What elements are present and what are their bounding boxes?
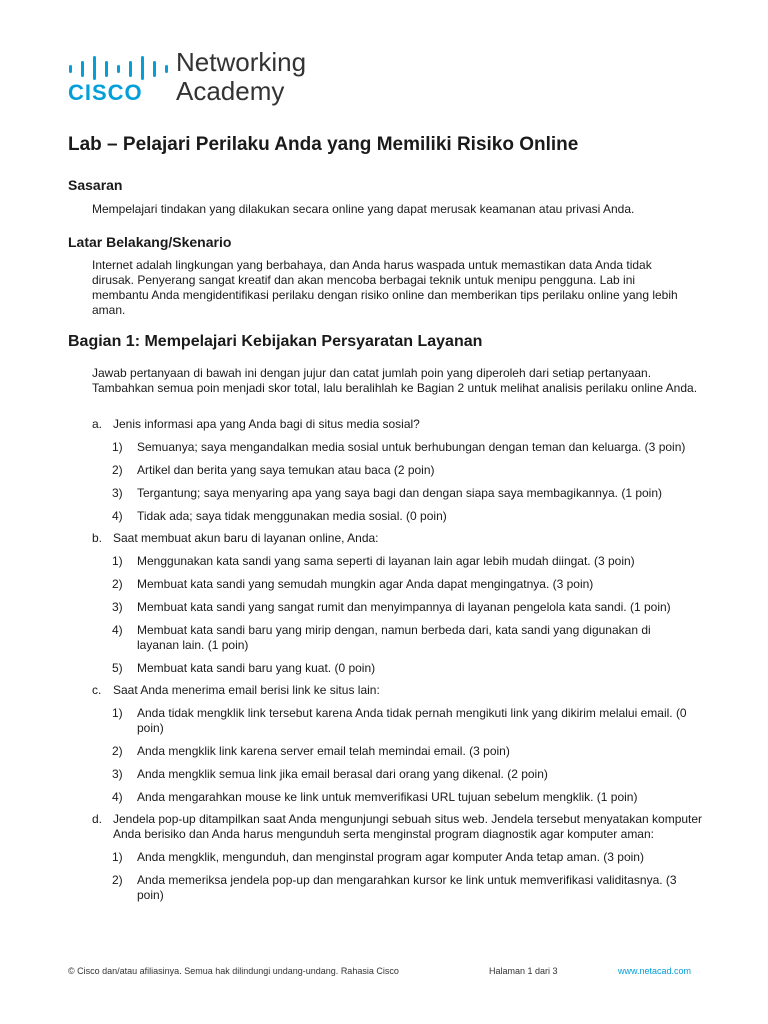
option-text: Membuat kata sandi yang semudah mungkin agar Anda dapat mengingatnya. (3 poin) xyxy=(137,577,594,591)
option-text: Anda memeriksa jendela pop-up dan mengarahkan kursor ke link untuk memverifikasi validitasnya. (3 poin) xyxy=(137,873,677,902)
option-item: 1) Anda tidak mengklik link tersebut karena Anda tidak pernah mengikuti link yang dikirim melalui email. (0 poin) xyxy=(112,706,687,735)
option-item: 3) Tergantung; saya menyaring apa yang saya bagi dan dengan siapa saya membagikannya. (1 poin) xyxy=(112,486,663,500)
option-item: 3) Anda mengklik semua link jika email berasal dari orang yang dikenal. (2 poin) xyxy=(112,767,548,781)
option-text: Membuat kata sandi baru yang kuat. (0 poin) xyxy=(137,661,376,675)
question-a: a. Jenis informasi apa yang Anda bagi di situs media sosial? xyxy=(92,417,420,431)
footer-page-number: Halaman 1 dari 3 xyxy=(489,966,558,976)
option-item: 2) Anda mengklik link karena server email telah memindai email. (3 poin) xyxy=(112,744,510,758)
option-item: 2) Artikel dan berita yang saya temukan atau baca (2 poin) xyxy=(112,463,435,477)
option-text: Membuat kata sandi baru yang mirip dengan, namun berbeda dari, kata sandi yang digunakan di layanan lain. (1 poin) xyxy=(137,623,651,652)
question-text: Jendela pop-up ditampilkan saat Anda mengunjungi sebuah situs web. Jendela tersebut menyatakan komputer Anda berisiko dan Anda harus mengunduh serta menginstal program diagnostik agar komputer aman: xyxy=(113,812,703,841)
objective-heading: Sasaran xyxy=(68,177,123,193)
option-item: 4) Membuat kata sandi baru yang mirip dengan, namun berbeda dari, kata sandi yang digunakan di layanan lain. (1 poin) xyxy=(112,623,651,652)
question-text: Saat membuat akun baru di layanan online, Anda: xyxy=(113,531,379,545)
objective-text: Mempelajari tindakan yang dilakukan secara online yang dapat merusak keamanan atau privasi Anda. xyxy=(92,202,635,216)
part1-intro: Jawab pertanyaan di bawah ini dengan jujur dan catat jumlah poin yang diperoleh dari setiap pertanyaan. Tambahkan semua poin menjadi skor total, lalu beralihlah ke Bagian 2 untuk melihat analisis perilaku online Anda. xyxy=(92,366,698,395)
option-item: 4) Tidak ada; saya tidak menggunakan media sosial. (0 poin) xyxy=(112,509,447,523)
option-text: Artikel dan berita yang saya temukan atau baca (2 poin) xyxy=(137,463,435,477)
option-text: Anda mengklik link karena server email telah memindai email. (3 poin) xyxy=(137,744,510,758)
option-text: Anda tidak mengklik link tersebut karena Anda tidak pernah mengikuti link yang dikirim melalui email. (0 poin) xyxy=(137,706,687,735)
cisco-wordmark: CISCO xyxy=(68,80,143,105)
page-title: Lab – Pelajari Perilaku Anda yang Memiliki Risiko Online xyxy=(68,134,579,155)
background-heading: Latar Belakang/Skenario xyxy=(68,234,232,250)
option-text: Anda mengklik, mengunduh, dan menginstal program agar komputer Anda tetap aman. (3 poin) xyxy=(137,850,644,864)
question-c: c. Saat Anda menerima email berisi link ke situs lain: xyxy=(92,683,380,697)
question-d: d. Jendela pop-up ditampilkan saat Anda mengunjungi sebuah situs web. Jendela tersebut menyatakan komputer Anda berisiko dan Anda harus mengunduh serta menginstal program diagnostik agar komputer aman: xyxy=(92,812,703,841)
option-text: Anda mengklik semua link jika email berasal dari orang yang dikenal. (2 poin) xyxy=(137,767,548,781)
footer-link[interactable]: www.netacad.com xyxy=(618,966,692,976)
brand-name xyxy=(176,48,306,106)
option-item: 3) Membuat kata sandi yang sangat rumit dan menyimpannya di layanan pengelola kata sandi. (1 poin) xyxy=(112,600,671,614)
question-text: Jenis informasi apa yang Anda bagi di situs media sosial? xyxy=(113,417,420,431)
option-text: Tidak ada; saya tidak menggunakan media sosial. (0 poin) xyxy=(137,509,447,523)
option-item: 5) Membuat kata sandi baru yang kuat. (0 poin) xyxy=(112,661,376,675)
option-text: Anda mengarahkan mouse ke link untuk memverifikasi URL tujuan sebelum mengklik. (1 poin) xyxy=(137,790,638,804)
cisco-bars-icon xyxy=(68,56,168,80)
option-item: 2) Anda memeriksa jendela pop-up dan mengarahkan kursor ke link untuk memverifikasi validitasnya. (3 poin) xyxy=(112,873,677,902)
option-text: Membuat kata sandi yang sangat rumit dan menyimpannya di layanan pengelola kata sandi. (1 poin) xyxy=(137,600,671,614)
question-list xyxy=(92,417,712,903)
option-item: 1) Anda mengklik, mengunduh, dan menginstal program agar komputer Anda tetap aman. (3 poin) xyxy=(112,850,644,864)
brand-line-2: Academy xyxy=(176,76,285,106)
option-text: Semuanya; saya mengandalkan media sosial untuk berhubungan dengan teman dan keluarga. (3 poin) xyxy=(137,440,686,454)
background-text: Internet adalah lingkungan yang berbahaya, dan Anda harus waspada untuk memastikan data Anda tidak dirusak. Penyerang sangat kreatif dan akan mencoba berbagai teknik untuk menipu pengguna. Lab ini membantu Anda mengidentifikasi perilaku dengan risiko online dan memberikan tips perilaku online yang lebih aman. xyxy=(92,258,678,317)
option-item: 2) Membuat kata sandi yang semudah mungkin agar Anda dapat mengingatnya. (3 poin) xyxy=(112,577,594,591)
option-item: 4) Anda mengarahkan mouse ke link untuk memverifikasi URL tujuan sebelum mengklik. (1 poin) xyxy=(112,790,638,804)
footer-copyright: © Cisco dan/atau afiliasinya. Semua hak dilindungi undang-undang. Rahasia Cisco xyxy=(68,966,399,976)
option-text: Tergantung; saya menyaring apa yang saya bagi dan dengan siapa saya membagikannya. (1 poin) xyxy=(137,486,663,500)
brand-line-1: Networking xyxy=(176,47,307,77)
question-text: Saat Anda menerima email berisi link ke situs lain: xyxy=(113,683,380,697)
question-b: b. Saat membuat akun baru di layanan online, Anda: xyxy=(92,531,379,545)
part1-heading: Bagian 1: Mempelajari Kebijakan Persyaratan Layanan xyxy=(68,333,483,350)
option-text: Menggunakan kata sandi yang sama seperti di layanan lain agar lebih mudah diingat. (3 poin) xyxy=(137,554,635,568)
cisco-networking-academy-logo xyxy=(68,48,328,112)
option-item: 1) Semuanya; saya mengandalkan media sosial untuk berhubungan dengan teman dan keluarga. (3 poin) xyxy=(112,440,686,454)
option-item: 1) Menggunakan kata sandi yang sama seperti di layanan lain agar lebih mudah diingat. (3 poin) xyxy=(112,554,635,568)
